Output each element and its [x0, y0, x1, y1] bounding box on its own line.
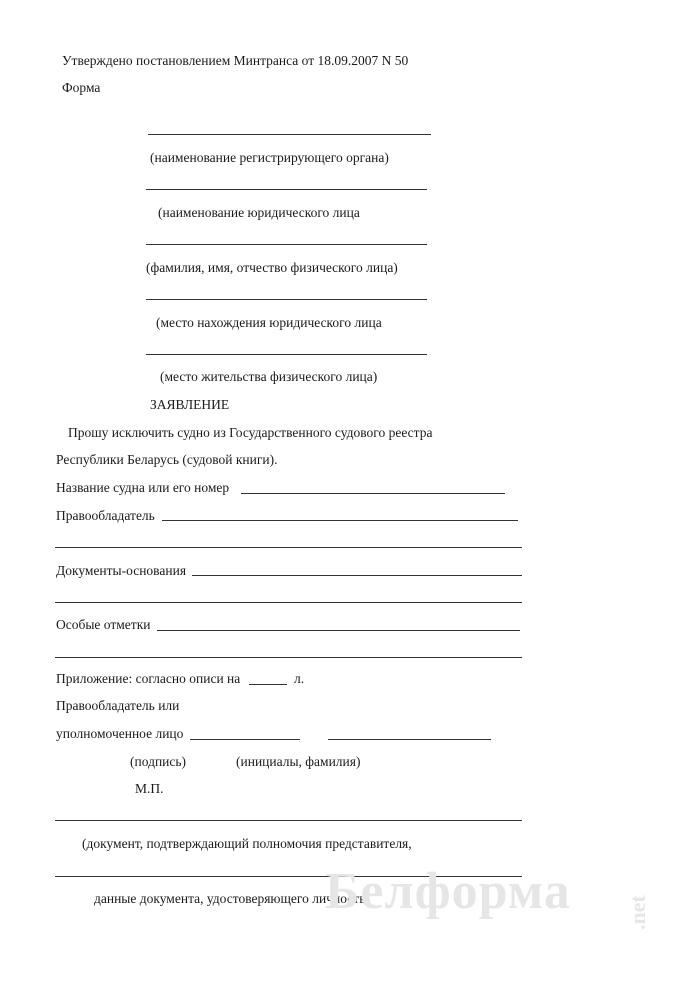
watermark-suffix: .net	[625, 895, 650, 930]
initials-caption: (инициалы, фамилия)	[236, 754, 361, 769]
document-title: ЗАЯВЛЕНИЕ	[150, 397, 230, 412]
vessel-name-label: Название судна или его номер	[56, 480, 230, 495]
owner-label: Правообладатель	[56, 508, 155, 523]
legal-entity-name-line	[146, 189, 427, 190]
documents-label: Документы-основания	[56, 563, 187, 578]
documents-field-continued[interactable]	[55, 602, 522, 603]
legal-entity-name-caption: (наименование юридического лица	[158, 205, 360, 220]
special-notes-field-continued[interactable]	[55, 657, 522, 658]
rep-document-field[interactable]	[55, 820, 522, 821]
attachment-label: Приложение: согласно описи на	[56, 671, 241, 686]
signatory-label-line1: Правообладатель или	[56, 698, 180, 713]
signature-field[interactable]	[190, 739, 300, 740]
legal-entity-location-line	[146, 299, 427, 300]
special-notes-field[interactable]	[157, 630, 520, 631]
signatory-label-line2: уполномоченное лицо	[56, 726, 184, 741]
owner-field[interactable]	[162, 520, 518, 521]
watermark-text: Белформа	[325, 863, 571, 920]
registering-body-caption: (наименование регистрирующего органа)	[150, 150, 389, 165]
legal-entity-location-caption: (место нахождения юридического лица	[156, 315, 382, 330]
request-text-line1: Прошу исключить судно из Государственного судового реестра	[68, 425, 433, 440]
registering-body-line	[148, 134, 431, 135]
person-residence-line	[146, 354, 427, 355]
form-label: Форма	[62, 80, 101, 95]
person-name-caption: (фамилия, имя, отчество физического лица)	[146, 260, 398, 275]
attachment-suffix: л.	[294, 671, 305, 686]
attachment-pages-field[interactable]	[249, 684, 287, 685]
vessel-name-field[interactable]	[241, 493, 505, 494]
initials-field[interactable]	[328, 739, 491, 740]
person-name-line	[146, 244, 427, 245]
approval-note: Утверждено постановлением Минтранса от 18.09.2007 N 50	[62, 53, 409, 68]
rep-document-caption: (документ, подтверждающий полномочия представителя,	[82, 836, 412, 851]
request-text-line2: Республики Беларусь (судовой книги).	[56, 452, 278, 467]
documents-field[interactable]	[192, 575, 522, 576]
person-residence-caption: (место жительства физического лица)	[160, 369, 378, 384]
watermark-logo	[325, 862, 675, 942]
owner-field-continued[interactable]	[55, 547, 522, 548]
special-notes-label: Особые отметки	[56, 617, 151, 632]
signature-caption: (подпись)	[130, 754, 187, 769]
stamp-label: М.П.	[135, 781, 164, 796]
id-document-caption: данные документа, удостоверяющего личность)	[94, 891, 370, 906]
